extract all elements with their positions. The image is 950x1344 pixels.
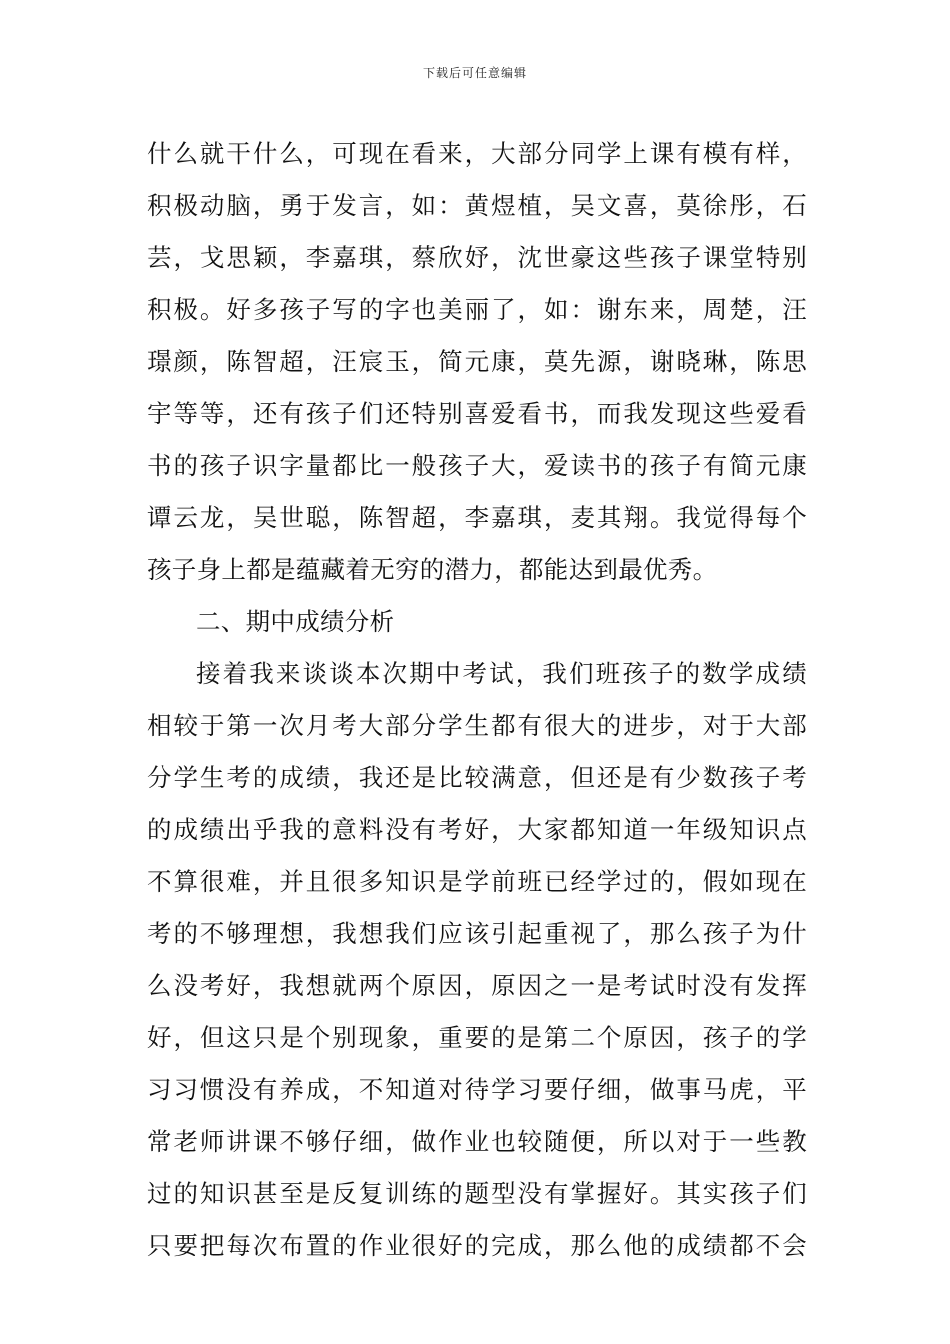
text-line: 书的孩子识字量都比一般孩子大，爱读书的孩子有简元康 bbox=[147, 451, 807, 480]
text-line: 分学生考的成绩，我还是比较满意，但还是有少数孩子考 bbox=[147, 763, 807, 792]
text-line: 相较于第一次月考大部分学生都有很大的进步，对于大部 bbox=[147, 711, 807, 740]
text-line: 考的不够理想，我想我们应该引起重视了，那么孩子为什 bbox=[147, 919, 807, 948]
page-header: 下载后可任意编辑 bbox=[422, 66, 527, 80]
text-line: 积极动脑，勇于发言，如：黄煜植，吴文喜，莫徐彤，石 bbox=[147, 191, 807, 220]
text-line: 习习惯没有养成，不知道对待学习要仔细，做事马虎，平 bbox=[147, 1075, 807, 1104]
text-line: 只要把每次布置的作业很好的完成，那么他的成绩都不会 bbox=[147, 1231, 807, 1260]
text-line: 过的知识甚至是反复训练的题型没有掌握好。其实孩子们 bbox=[147, 1179, 807, 1208]
text-line: 接着我来谈谈本次期中考试，我们班孩子的数学成绩 bbox=[196, 659, 807, 688]
text-line: 璟颜，陈智超，汪宸玉，简元康，莫先源，谢晓琳，陈思 bbox=[147, 347, 807, 376]
document-body bbox=[147, 128, 807, 1272]
text-line: 二、期中成绩分析 bbox=[196, 607, 395, 636]
text-line: 孩子身上都是蕴藏着无穷的潜力，都能达到最优秀。 bbox=[147, 555, 718, 584]
text-line: 什么就干什么，可现在看来，大部分同学上课有模有样， bbox=[147, 139, 807, 168]
text-line: 宇等等，还有孩子们还特别喜爱看书，而我发现这些爱看 bbox=[147, 399, 807, 428]
text-line: 好，但这只是个别现象，重要的是第二个原因，孩子的学 bbox=[147, 1023, 807, 1052]
text-line: 芸，戈思颖，李嘉琪，蔡欣妤，沈世豪这些孩子课堂特别 bbox=[147, 243, 807, 272]
text-line: 么没考好，我想就两个原因，原因之一是考试时没有发挥 bbox=[147, 971, 807, 1000]
text-line: 的成绩出乎我的意料没有考好，大家都知道一年级知识点 bbox=[147, 815, 807, 844]
text-line: 谭云龙，吴世聪，陈智超，李嘉琪，麦其翔。我觉得每个 bbox=[147, 503, 807, 532]
text-line: 积极。好多孩子写的字也美丽了，如：谢东来，周楚，汪 bbox=[147, 295, 807, 324]
text-line: 不算很难，并且很多知识是学前班已经学过的，假如现在 bbox=[147, 867, 807, 896]
text-line: 常老师讲课不够仔细，做作业也较随便，所以对于一些教 bbox=[147, 1127, 807, 1156]
